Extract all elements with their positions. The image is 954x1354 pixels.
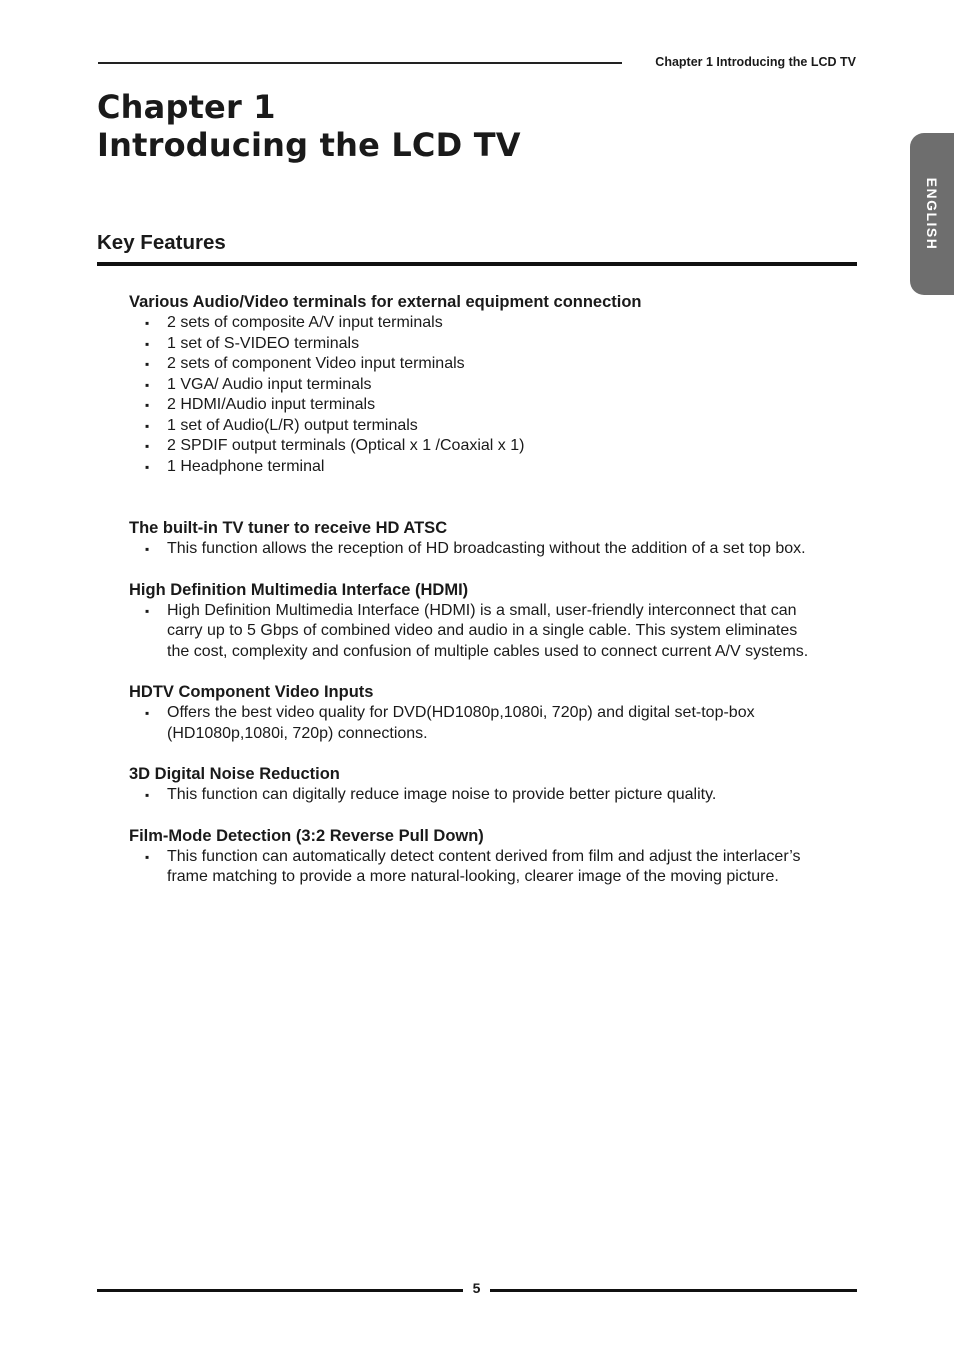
bullet-item: ▪ This function can digitally reduce image noise to provide better picture quality. [129, 785, 819, 806]
chapter-number: Chapter 1 [97, 88, 276, 126]
feature-heading: The built-in TV tuner to receive HD ATSC [129, 519, 448, 537]
language-tab [910, 133, 954, 295]
feature-heading: 3D Digital Noise Reduction [129, 765, 340, 783]
bullet-item: ▪ 2 SPDIF output terminals (Optical x 1 /Coaxial x 1) [129, 436, 819, 457]
bullet-item: ▪ Offers the best video quality for DVD(HD1080p,1080i, 720p) and digital set-top-box (HD1080p,1080i, 720p) connections. [129, 703, 819, 744]
feature-bullets [129, 313, 819, 477]
bullet-item: ▪ This function allows the reception of HD broadcasting without the addition of a set top box. [129, 539, 819, 560]
bullet-item: ▪ 1 Headphone terminal [129, 457, 819, 478]
feature-heading: HDTV Component Video Inputs [129, 683, 374, 701]
footer-rule-left [97, 1289, 463, 1292]
bullet-item: ▪ 1 set of S-VIDEO terminals [129, 334, 819, 355]
language-tab-label: ENGLISH [924, 177, 940, 251]
feature-heading: High Definition Multimedia Interface (HDMI) [129, 580, 469, 599]
header-rule [98, 62, 622, 64]
feature-bullets [129, 785, 819, 806]
feature-av-terminals [129, 292, 819, 477]
feature-bullets [129, 703, 819, 744]
bullet-item: ▪ 2 sets of composite A/V input terminals [129, 313, 819, 334]
feature-heading: Various Audio/Video terminals for external equipment connection [129, 293, 642, 311]
features-list [129, 292, 819, 888]
feature-tv-tuner [129, 518, 819, 560]
bullet-item: ▪ 2 HDMI/Audio input terminals [129, 395, 819, 416]
footer-rule-right [490, 1289, 857, 1292]
bullet-item: ▪ 1 set of Audio(L/R) output terminals [129, 416, 819, 437]
feature-film-mode [129, 826, 819, 888]
chapter-title [97, 88, 521, 164]
bullet-item: ▪ 1 VGA/ Audio input terminals [129, 375, 819, 396]
feature-bullets [129, 601, 819, 663]
page-number: 5 [472, 1280, 481, 1296]
feature-hdmi [129, 580, 819, 663]
bullet-item: ▪ 2 sets of component Video input terminals [129, 354, 819, 375]
feature-bullets [129, 539, 819, 560]
bullet-item: ▪ High Definition Multimedia Interface (HDMI) is a small, user-friendly interconnect that can carry up to 5 Gbps of combined video and audio in a single cable. This system eliminates the cost, complexity and confusion of multiple cables used to connect current A/V systems. [129, 601, 819, 663]
section-rule [97, 262, 857, 266]
chapter-name: Introducing the LCD TV [97, 126, 521, 164]
bullet-item: ▪ This function can automatically detect content derived from film and adjust the interlacer’s frame matching to provide a more natural-looking, clearer image of the moving picture. [129, 847, 819, 888]
running-header: Chapter 1 Introducing the LCD TV [655, 55, 856, 69]
feature-heading: Film-Mode Detection (3:2 Reverse Pull Down) [129, 826, 484, 845]
feature-noise-reduction [129, 764, 819, 806]
feature-component-inputs [129, 682, 819, 744]
section-title: Key Features [97, 231, 226, 254]
feature-bullets [129, 847, 819, 888]
